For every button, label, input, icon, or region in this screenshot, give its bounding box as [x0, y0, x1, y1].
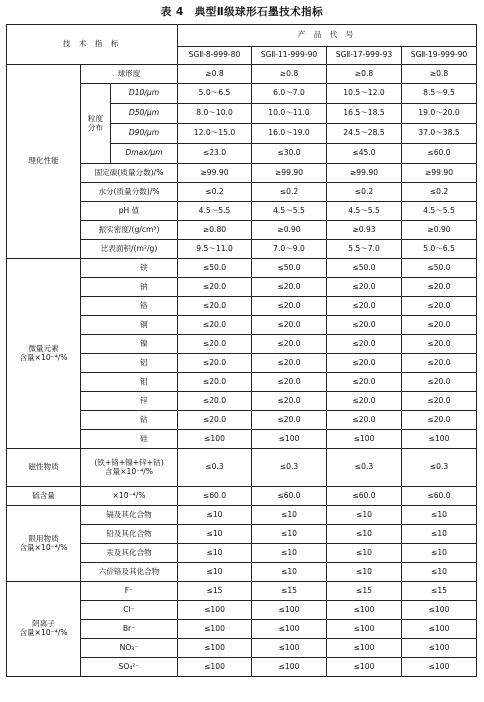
row-label: 铬	[111, 297, 178, 316]
row-label: 球形度	[81, 65, 178, 84]
table-cell: 4.5～5.5	[178, 202, 252, 221]
table-cell: ≤15	[327, 582, 402, 601]
table-cell: 4.5～5.5	[402, 202, 477, 221]
table-cell: ≤20.0	[252, 354, 327, 373]
table-cell: ≤10	[178, 525, 252, 544]
row-label: 铝	[111, 354, 178, 373]
table-cell: ≥0.93	[327, 221, 402, 240]
table-cell: ≥99.90	[178, 164, 252, 183]
table-cell: ≤0.2	[402, 183, 477, 202]
spacer-cell	[81, 392, 111, 411]
row-label: 铁	[111, 259, 178, 278]
row-label: 镉及其化合物	[81, 506, 178, 525]
table-cell: ≤100	[252, 620, 327, 639]
table-cell: ≤20.0	[327, 354, 402, 373]
row-label: SO₄²⁻	[81, 658, 178, 677]
table-cell: ≤60.0	[402, 144, 477, 164]
table-cell: 8.5～9.5	[402, 84, 477, 104]
table-cell: ≤20.0	[402, 297, 477, 316]
group-label-line: 含量×10⁻⁴/%	[19, 542, 68, 552]
row-label: 比表面积/(m²/g)	[81, 240, 178, 259]
spacer-cell	[81, 297, 111, 316]
table-cell: ≤100	[402, 620, 477, 639]
table-cell: ≤50.0	[252, 259, 327, 278]
row-label: D10/μm	[111, 84, 178, 104]
table-cell: ≤10	[252, 563, 327, 582]
table-cell: ≤20.0	[178, 411, 252, 430]
table-cell: ≤20.0	[327, 392, 402, 411]
table-cell: ≥0.8	[252, 65, 327, 84]
row-label: 振实密度/(g/cm³)	[81, 221, 178, 240]
table-cell: 19.0～20.0	[402, 104, 477, 124]
group-label-line: 阴离子	[32, 619, 55, 629]
spacer-cell	[81, 278, 111, 297]
table-cell: ≤20.0	[402, 335, 477, 354]
table-row	[7, 65, 477, 84]
row-label: D50/μm	[111, 104, 178, 124]
table-cell: ≥0.8	[178, 65, 252, 84]
row-label: D90/μm	[111, 124, 178, 144]
table-cell: ≤20.0	[178, 278, 252, 297]
table-cell: ≤20.0	[402, 392, 477, 411]
row-label: pH 值	[81, 202, 178, 221]
table-cell: ≤100	[402, 430, 477, 449]
table-cell: ≥99.90	[402, 164, 477, 183]
table-cell: ≤100	[327, 601, 402, 620]
table-row	[7, 506, 477, 525]
table-cell: ≤0.3	[402, 449, 477, 487]
psd-group-label: 粒度 分布	[81, 84, 111, 164]
row-label: 硅	[111, 430, 178, 449]
table-cell: ≤10	[402, 525, 477, 544]
table-cell: ≤10	[402, 506, 477, 525]
table-cell: ≥0.80	[178, 221, 252, 240]
table-cell: ≤15	[178, 582, 252, 601]
table-cell: ≥0.8	[402, 65, 477, 84]
table-row	[7, 449, 477, 487]
table-cell: 4.5～5.5	[252, 202, 327, 221]
table-cell: 16.5～18.5	[327, 104, 402, 124]
table-cell: ≤23.0	[178, 144, 252, 164]
table-cell: ≤100	[327, 658, 402, 677]
table-cell: 8.0～10.0	[178, 104, 252, 124]
table-cell: ≤20.0	[327, 373, 402, 392]
row-label: Dmax/μm	[111, 144, 178, 164]
spacer-cell	[81, 316, 111, 335]
table-row	[7, 259, 477, 278]
table-cell: 10.0～11.0	[252, 104, 327, 124]
row-label: 钠	[111, 278, 178, 297]
table-cell: ≤100	[252, 658, 327, 677]
table-cell: 9.5～11.0	[178, 240, 252, 259]
row-label	[81, 449, 178, 487]
row-label: 水分(质量分数)/%	[81, 183, 178, 202]
table-cell: ≤100	[178, 639, 252, 658]
table-cell: ≤100	[178, 658, 252, 677]
product-header: SGⅡ-19-999-90	[402, 47, 477, 65]
table-cell: ≥99.90	[327, 164, 402, 183]
group-label-line: 限用物质	[28, 533, 59, 543]
table-cell: ≤20.0	[178, 297, 252, 316]
table-cell: ≤20.0	[252, 297, 327, 316]
row-label: 六价铬及其化合物	[81, 563, 178, 582]
group-label-anions	[7, 582, 81, 677]
spacer-cell	[81, 411, 111, 430]
table-cell: ≤100	[178, 430, 252, 449]
table-cell: ≤20.0	[327, 297, 402, 316]
table-cell: ≤20.0	[327, 411, 402, 430]
table-cell: ≤20.0	[252, 335, 327, 354]
table-cell: 24.5～28.5	[327, 124, 402, 144]
table-cell: ≥99.90	[252, 164, 327, 183]
table-cell: ≤20.0	[327, 335, 402, 354]
group-label-line: 含量×10⁻⁴/%	[19, 628, 68, 637]
table-cell: ≤0.3	[327, 449, 402, 487]
row-label-line: (铁+铬+镍+锌+钴)	[94, 457, 164, 467]
spacer-cell	[81, 373, 111, 392]
table-cell: ≤100	[252, 430, 327, 449]
table-cell: ≤60.0	[402, 487, 477, 506]
row-label: 固定碳(质量分数)/%	[81, 164, 178, 183]
indicator-header: 技 术 指 标	[7, 25, 178, 65]
table-cell: ≤50.0	[402, 259, 477, 278]
product-code-header: 产 品 代 号	[178, 25, 477, 47]
table-cell: ≤20.0	[402, 373, 477, 392]
product-header: SGⅡ-8-999-80	[178, 47, 252, 65]
table-cell: ≤100	[252, 601, 327, 620]
row-label: F⁻	[81, 582, 178, 601]
table-cell: ≤10	[327, 544, 402, 563]
table-cell: ≤50.0	[178, 259, 252, 278]
table-cell: 6.0～7.0	[252, 84, 327, 104]
table-cell: 7.0～9.0	[252, 240, 327, 259]
row-label: 镍	[111, 335, 178, 354]
table-cell: ≤100	[402, 639, 477, 658]
product-header: SGⅡ-17-999-93	[327, 47, 402, 65]
table-cell: ≤20.0	[178, 373, 252, 392]
spec-table	[6, 24, 477, 677]
table-cell: ≤10	[327, 525, 402, 544]
table-cell: ≤20.0	[327, 278, 402, 297]
table-cell: ≤20.0	[402, 411, 477, 430]
table-cell: ≤0.2	[252, 183, 327, 202]
table-cell: 12.0～15.0	[178, 124, 252, 144]
spacer-cell	[81, 259, 111, 278]
table-cell: ≤100	[327, 620, 402, 639]
table-cell: ≤100	[178, 620, 252, 639]
table-cell: ≤20.0	[402, 354, 477, 373]
table-cell: ≤20.0	[252, 278, 327, 297]
table-cell: ≤100	[402, 658, 477, 677]
header-row-1	[7, 25, 477, 47]
group-label-physchem: 理化性能	[7, 65, 81, 259]
table-row	[7, 487, 477, 506]
row-label: 汞及其化合物	[81, 544, 178, 563]
row-label: ×10⁻⁴/%	[81, 487, 178, 506]
table-cell: ≤20.0	[402, 278, 477, 297]
table-cell: 4.5～5.5	[327, 202, 402, 221]
table-cell: ≤20.0	[327, 316, 402, 335]
table-cell: ≤60.0	[178, 487, 252, 506]
table-cell: ≤60.0	[252, 487, 327, 506]
table-row	[7, 582, 477, 601]
table-cell: ≤100	[402, 601, 477, 620]
table-cell: ≤20.0	[178, 335, 252, 354]
table-cell: ≤15	[402, 582, 477, 601]
table-cell: ≤10	[402, 563, 477, 582]
row-label: 铜	[111, 316, 178, 335]
table-cell: 10.5～12.0	[327, 84, 402, 104]
table-cell: ≤60.0	[327, 487, 402, 506]
spacer-cell	[81, 430, 111, 449]
table-cell: ≥0.8	[327, 65, 402, 84]
table-cell: ≤10	[178, 563, 252, 582]
group-label-magnetic: 磁性物质	[7, 449, 81, 487]
row-label: Cl⁻	[81, 601, 178, 620]
table-cell: ≤20.0	[252, 411, 327, 430]
table-cell: ≤15	[252, 582, 327, 601]
row-label: NO₃⁻	[81, 639, 178, 658]
table-cell: ≤100	[178, 601, 252, 620]
row-label-line: 含量×10⁻⁴/%	[104, 466, 154, 476]
table-cell: ≥0.90	[252, 221, 327, 240]
table-cell: ≤0.2	[178, 183, 252, 202]
table-cell: ≤20.0	[252, 316, 327, 335]
table-cell: ≤10	[327, 563, 402, 582]
table-cell: ≤20.0	[178, 392, 252, 411]
group-label-line: 含量×10⁻⁴/%	[19, 352, 68, 362]
table-cell: ≥0.90	[402, 221, 477, 240]
group-label-trace	[7, 259, 81, 449]
table-cell: ≤20.0	[178, 316, 252, 335]
table-cell: 37.0～38.5	[402, 124, 477, 144]
table-cell: ≤10	[402, 544, 477, 563]
table-cell: 5.0～6.5	[402, 240, 477, 259]
table-cell: ≤50.0	[327, 259, 402, 278]
group-label-sulfur: 硫含量	[7, 487, 81, 506]
product-header: SGⅡ-11-999-90	[252, 47, 327, 65]
table-cell: ≤20.0	[252, 373, 327, 392]
table-title: 表 4 典型Ⅱ级球形石墨技术指标	[160, 6, 324, 18]
table-cell: 5.5～7.0	[327, 240, 402, 259]
table-cell: ≤10	[252, 525, 327, 544]
group-label-restricted	[7, 506, 81, 582]
table-cell: ≤20.0	[402, 316, 477, 335]
table-cell: ≤10	[178, 544, 252, 563]
table-cell: 5.0～6.5	[178, 84, 252, 104]
table-cell: ≤0.3	[178, 449, 252, 487]
row-label: 铅及其化合物	[81, 525, 178, 544]
row-label: 锌	[111, 392, 178, 411]
row-label: 钴	[111, 411, 178, 430]
table-cell: ≤10	[178, 506, 252, 525]
spacer-cell	[81, 335, 111, 354]
table-cell: ≤10	[252, 544, 327, 563]
table-cell: ≤45.0	[327, 144, 402, 164]
table-cell: ≤20.0	[178, 354, 252, 373]
table-cell: ≤100	[252, 639, 327, 658]
row-label: Br⁻	[81, 620, 178, 639]
table-cell: ≤10	[327, 506, 402, 525]
spacer-cell	[81, 354, 111, 373]
table-cell: ≤10	[252, 506, 327, 525]
table-cell: ≤30.0	[252, 144, 327, 164]
table-cell: ≤20.0	[252, 392, 327, 411]
table-cell: ≤100	[327, 430, 402, 449]
table-cell: ≤0.2	[327, 183, 402, 202]
table-cell: ≤100	[327, 639, 402, 658]
row-label: 钼	[111, 373, 178, 392]
table-cell: ≤0.3	[252, 449, 327, 487]
table-cell: 16.0～19.0	[252, 124, 327, 144]
group-label-line: 微量元素	[28, 343, 59, 353]
